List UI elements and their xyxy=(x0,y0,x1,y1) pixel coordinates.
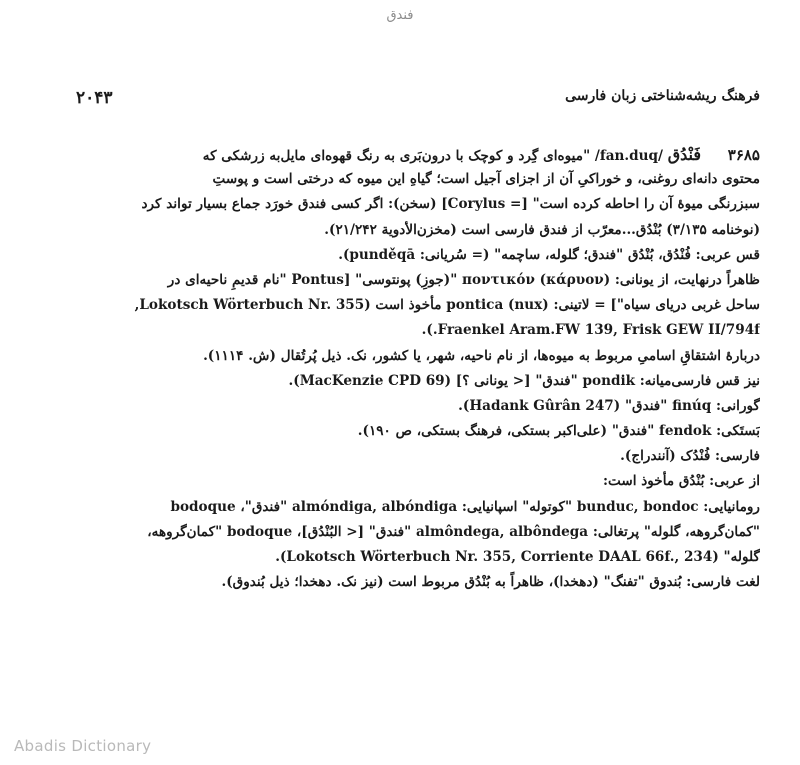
entry-line: نیز قس فارسی‌میانه: pondik "فندق" [< یونانی ؟] (MacKenzie CPD 69). xyxy=(288,372,760,389)
entry-body xyxy=(60,142,760,595)
entry-number: ۳۶۸۵ xyxy=(727,146,760,164)
entry-line: محتوی دانه‌ای روغنی، و خوراکیِ آن از اجزای آجیل است؛ گیاهِ این میوه که درختی است و پوستِ xyxy=(212,171,760,188)
entry-line: لغت فارسی: بُندوق "تفنگ" (دهخدا)، ظاهراً به بُنْدُق مربوط است (نیز نک. دهخدا؛ ذیل بُندوق). xyxy=(221,574,760,591)
entry-line: فارسی: فُنْدُک (آنندراج). xyxy=(620,448,760,465)
entry-line: رومانیایی: bunduc, bondoc "کوتوله" اسپانیایی: almóndiga, albóndiga "فندق"، bodoque xyxy=(170,498,760,515)
entry-line: دربارهٔ اشتقاقِ اسامیِ مربوط به میوه‌ها، از نام ناحیه، شهر، یا کشور، نک. ذیل پُرتُقال (ش. ۱۱۱۴). xyxy=(203,347,760,364)
running-head-title: فرهنگ ریشه‌شناختی زبان فارسی xyxy=(565,88,760,104)
entry-line: گلوله" (Lokotsch Wörterbuch Nr. 355, Corriente DAAL 66f., 234). xyxy=(275,549,760,565)
entry-line: /fan.duq/ "میوه‌ای گِرد و کوچک با درون‌بَری به رنگ قهوه‌ای مایل‌به زرشکی که xyxy=(202,148,663,164)
entry-line: Fraenkel Aram.FW 139, Frisk GEW II/794f.). xyxy=(421,322,760,339)
entry-line: بَستَکی: fendok "فندق" (علی‌اکبر بستکی، فرهنگ بستکی، ص ۱۹۰). xyxy=(357,423,760,440)
entry-line: (نوخنامه ۳/۱۳۵) بُنْدُق...معرّب از فندق فارسی است (مخزن‌الأدویة ۲۱/۲۴۲). xyxy=(324,221,760,238)
entry-line: از عربی: بُنْدُق مأخوذ است: xyxy=(602,473,760,490)
watermark: Abadis Dictionary xyxy=(14,737,152,755)
entry-line: "کمان‌گروهه، گلوله" پرتغالی: almôndega, albôndega "فندق" [< البُنْدُق]، bodoque "کمان‌گروهه، xyxy=(147,523,760,540)
dictionary-page xyxy=(60,88,760,595)
page-label: فندق xyxy=(386,8,414,23)
entry-line: سبزرنگی میوهٔ آن را احاطه کرده است" [= Corylus] (سخن): اگر کسی فندق خورَد جماع بسیار تواند کرد xyxy=(141,196,760,213)
entry-line: قس عربی: فُنْدُق، بُنْدُق "فندق؛ گلوله، ساچمه" (= سُریانی: punděqā). xyxy=(338,246,760,263)
headword: فَنْدُق xyxy=(667,145,702,164)
running-head xyxy=(60,88,760,114)
entry-line: گورانی: finúq "فندق" (Hadank Gûrân 247). xyxy=(458,397,760,414)
entry-line: ساحل غربی دریای سیاه"] = لاتینی: pontica (nux) مأخوذ است (Lokotsch Wörterbuch Nr. 355, xyxy=(134,297,760,314)
entry-first-line xyxy=(60,142,760,167)
page-number: ۲۰۴۳ xyxy=(76,88,113,108)
entry-line: ظاهراً درنهایت، از یونانی: ποντικόν (κάρυον) "(جوزِ) پونتوسی" [Pontus "نام قدیمِ ناحیه‌ای در xyxy=(167,271,760,288)
